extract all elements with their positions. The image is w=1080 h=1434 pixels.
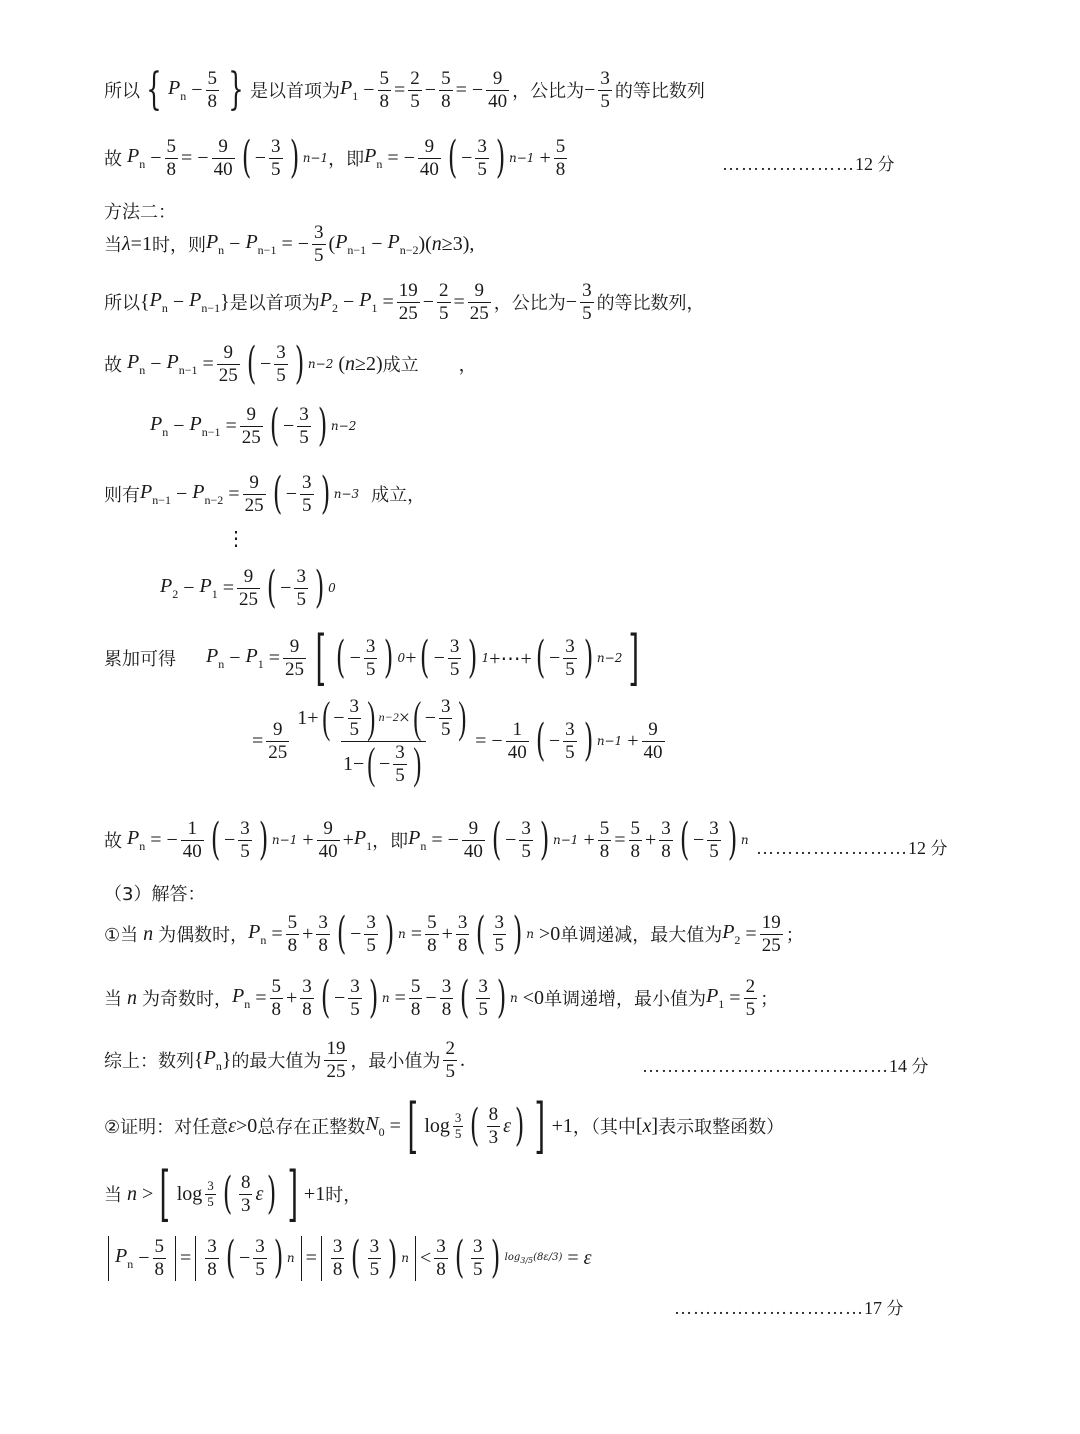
- dots: ……………………: [756, 838, 908, 858]
- text: ①当: [104, 925, 139, 947]
- text: 是以首项为: [250, 81, 340, 103]
- line-19: $P_n$ − $\frac{5}{8}$ = $\frac{3}{8}$ ( − $\frac{3}{5}$ ) n = $\frac{3}{8}$ ( $\frac{3}{5}$ ) n < $\frac{3}{8}$ ( $\frac{3}{5}$ ) $\log_{3/5}(8\varepsilon/3)$ = ε: [104, 1236, 592, 1281]
- part-3-heading: （3）解答：: [104, 884, 206, 905]
- text: 综上：数列: [104, 1051, 194, 1073]
- text: ，公比为: [493, 293, 566, 315]
- line-9: $P_2$ − $P_1$ = $\frac{9}{25}$ ( − $\frac{3}{5}$ ) 0: [160, 562, 336, 614]
- text: 累加可得: [104, 649, 176, 670]
- score-12-b: [756, 834, 948, 859]
- line-7: $P_n$ − $P_{n-1}$ = $\frac{9}{25}$ ( − $\frac{3}{5}$ ) n−2: [150, 400, 357, 452]
- text: ，（其中: [572, 1117, 636, 1138]
- text: 的等比数列，: [596, 293, 705, 315]
- text: ②证明：对任意: [104, 1117, 229, 1138]
- line-5: 所以 { $P_n$ − $P_{n-1}$ } 是以首项为 $P_2$ − $P_1$ = $\frac{19}{25}$ − $\frac{2}{5}$ = $\frac{9}{25}$ ，公比为 − $\frac{3}{5}$ 的等比数列，: [104, 280, 705, 324]
- text: ，最小值为: [350, 1051, 441, 1073]
- text: 总存在正整数: [257, 1117, 366, 1138]
- line-16: 综上：数列 { $P_n$ } 的最大值为 $\frac{19}{25}$ ，最小值为 $\frac{2}{5}$ .: [104, 1038, 465, 1082]
- score-value: 12: [908, 838, 926, 858]
- score-value: 12: [855, 154, 873, 174]
- text: 当: [104, 235, 122, 257]
- text: ，: [458, 355, 477, 377]
- text: 是以首项为: [229, 293, 320, 315]
- text: 则有: [104, 485, 140, 507]
- text: 时，则: [151, 235, 206, 257]
- score-unit: 分: [886, 1299, 904, 1319]
- text: 为奇数时，: [142, 989, 232, 1011]
- text: 当: [104, 1185, 122, 1206]
- dots: …………………………………: [642, 1056, 889, 1076]
- line-14: ①当 n 为偶数时， $P_n$ = $\frac{5}{8}$ + $\frac{3}{8}$ ( − $\frac{3}{5}$ ) n = $\frac{5}{8}$ + $\frac{3}{8}$ ( $\frac{3}{5}$ ) n >0 单调递减，最大值为 $P_2$ = $\frac{19}{25}$ ；: [104, 908, 804, 960]
- line-6: 故 $P_n$ − $P_{n-1}$ = $\frac{9}{25}$ ( − $\frac{3}{5}$ ) n−2 ( n ≥2) 成立 ，: [104, 338, 477, 390]
- text: 所以: [104, 293, 140, 315]
- dots: …………………………: [674, 1298, 864, 1318]
- text: 当: [104, 989, 122, 1011]
- method-two-heading: 方法二：: [104, 202, 176, 223]
- text: 故: [104, 355, 122, 377]
- line-12: 故 $P_n$ = − $\frac{1}{40}$ ( − $\frac{3}{5}$ ) n−1 + $\frac{9}{40}$ + $P_1$ ，即 $P_n$ = − $\frac{9}{40}$ ( − $\frac{3}{5}$ ) n−1 + $\frac{5}{8}$ = $\frac{5}{8}$ + $\frac{3}{8}$ ( − $\frac{3}{5}$ ) n: [104, 814, 749, 866]
- line-1: 所以 { $P_n$ − $\frac{5}{8}$ } 是以首项为 $P_1$ − $\frac{5}{8}$ = $\frac{2}{5}$ − $\frac{5}{8}$ = − $\frac{9}{40}$ ，公比为 − $\frac{3}{5}$ 的等比数列: [104, 64, 705, 116]
- text: 所以: [104, 81, 140, 103]
- text: 成立: [382, 355, 419, 377]
- text: ，公比为: [512, 81, 585, 103]
- score-value: 17: [864, 1298, 882, 1318]
- vertical-ellipsis: ⋮: [226, 528, 246, 550]
- score-unit: 分: [877, 155, 895, 175]
- line-15: 当 n 为奇数时， $P_n$ = $\frac{5}{8}$ + $\frac{3}{8}$ ( − $\frac{3}{5}$ ) n = $\frac{5}{8}$ − $\frac{3}{8}$ ( $\frac{3}{5}$ ) n <0 单调递增，最小值为 $P_1$ = $\frac{2}{5}$ ；: [104, 972, 779, 1024]
- text: 故: [104, 831, 122, 853]
- score-unit: 分: [911, 1057, 929, 1077]
- score-17: [674, 1294, 904, 1319]
- text: 单调递增，最小值为: [544, 989, 707, 1011]
- text: 的等比数列: [614, 81, 705, 103]
- score-14: [642, 1052, 929, 1077]
- line-17: ②证明：对任意 ε >0 总存在正整数 $N_0$ = [ log $\frac{3}{5}$ ( $\frac{8}{3}$ ε ) ] +1 ，（其中 [ x ] 表示取整函数）: [104, 1091, 785, 1161]
- dots: …………………: [722, 154, 855, 174]
- text: 故: [104, 149, 122, 171]
- text: 为偶数时，: [158, 925, 249, 947]
- line-2: 故 $P_n$ − $\frac{5}{8}$ = − $\frac{9}{40}$ ( − $\frac{3}{5}$ ) n−1 ，即 $P_n$ = − $\frac{9}{40}$ ( − $\frac{3}{5}$ ) n−1 + $\frac{5}{8}$: [104, 132, 566, 184]
- line-11: = $\frac{9}{25}$ 1+ ( − $\frac{3}{5}$ ) n−2 × ( − $\frac{3}{5}$ ) 1− ( − $\frac{3}{5}$ ) = − $\frac{1}{40}$ ( − $\frac{3}{5}$ ) n−1 + $\frac{9}{40}$: [252, 693, 663, 789]
- line-18: 当 n > [ log $\frac{3}{5}$ ( $\frac{8}{3}$ ε ) ] +1 时，: [104, 1159, 362, 1229]
- text: 的最大值为: [231, 1051, 322, 1073]
- score-value: 14: [889, 1056, 907, 1076]
- text: 表示取整函数）: [658, 1117, 785, 1138]
- text: 时，: [325, 1185, 362, 1206]
- line-10: 累加可得 $P_n$ − $P_1$ = $\frac{9}{25}$ [ ( − $\frac{3}{5}$ ) 0 + ( − $\frac{3}{5}$ ) 1 +⋯+ ( − $\frac{3}{5}$ ) n−2 ]: [104, 623, 640, 693]
- text: ，即: [372, 831, 409, 853]
- line-8: 则有 $P_{n-1}$ − $P_{n-2}$ = $\frac{9}{25}$ ( − $\frac{3}{5}$ ) n−3 成立，: [104, 468, 426, 520]
- score-unit: 分: [930, 839, 948, 859]
- score-12-a: [722, 150, 895, 175]
- text: 成立，: [371, 485, 426, 507]
- text: 单调递减，最大值为: [560, 925, 723, 947]
- line-4: 当 λ =1 时，则 $P_n$ − $P_{n-1}$ = − $\frac{3}{5}$ ( $P_{n-1}$ − $P_{n-2}$ )( n ≥3),: [104, 222, 475, 266]
- text: ，即: [328, 149, 365, 171]
